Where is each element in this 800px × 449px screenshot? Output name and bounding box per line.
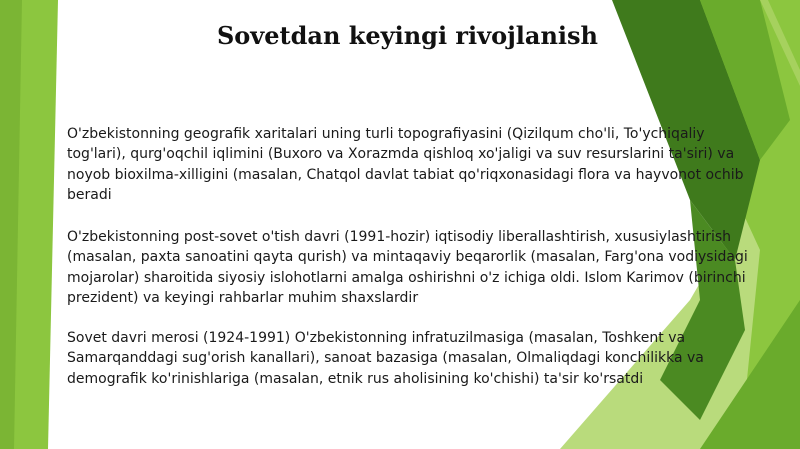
paragraph-soviet-legacy: Sovet davri merosi (1924-1991) O'zbekistonning infratuzilmasiga (masalan, Toshkent va Samarqanddagi sug'orish kanallari), sanoat bazasiga (masalan, Olmaliqdagi konchilikka va demografik ko'rinishlariga (masalan, etnik rus aholisining ko'chishi) ta'sir ko'rsatdi bbox=[67, 330, 704, 387]
slide-title: Sovetdan keyingi rivojlanish bbox=[216, 21, 599, 50]
paragraph-geography: O'zbekistonning geografik xaritalari uning turli topografiyasini (Qizilqum cho'li, To'ychiqaliy tog'lari), qurg'oqchil iqlimini (Buxoro va Xorazmda qishloq xo'jaligi va suv resurslarini ta'siri) va noyob bioxilma-xilligini (masalan, Chatqol davlat tabiat qo'riqxonasidagi flora va hayvonot ochib beradi bbox=[67, 126, 744, 203]
paragraph-post-soviet: O'zbekistonning post-sovet o'tish davri (1991-hozir) iqtisodiy liberallashtirish, xususiylashtirish (masalan, paxta sanoatini qayta qurish) va mintaqaviy beqarorlik (masalan, Farg'ona vodiysidagi mojarolar) sharoitida siyosiy islohotlarni amalga oshirishni o'z ichiga oldi. Islom Karimov (birinchi prezident) va keyingi rahbarlar muhim shaxslardir bbox=[67, 229, 748, 306]
